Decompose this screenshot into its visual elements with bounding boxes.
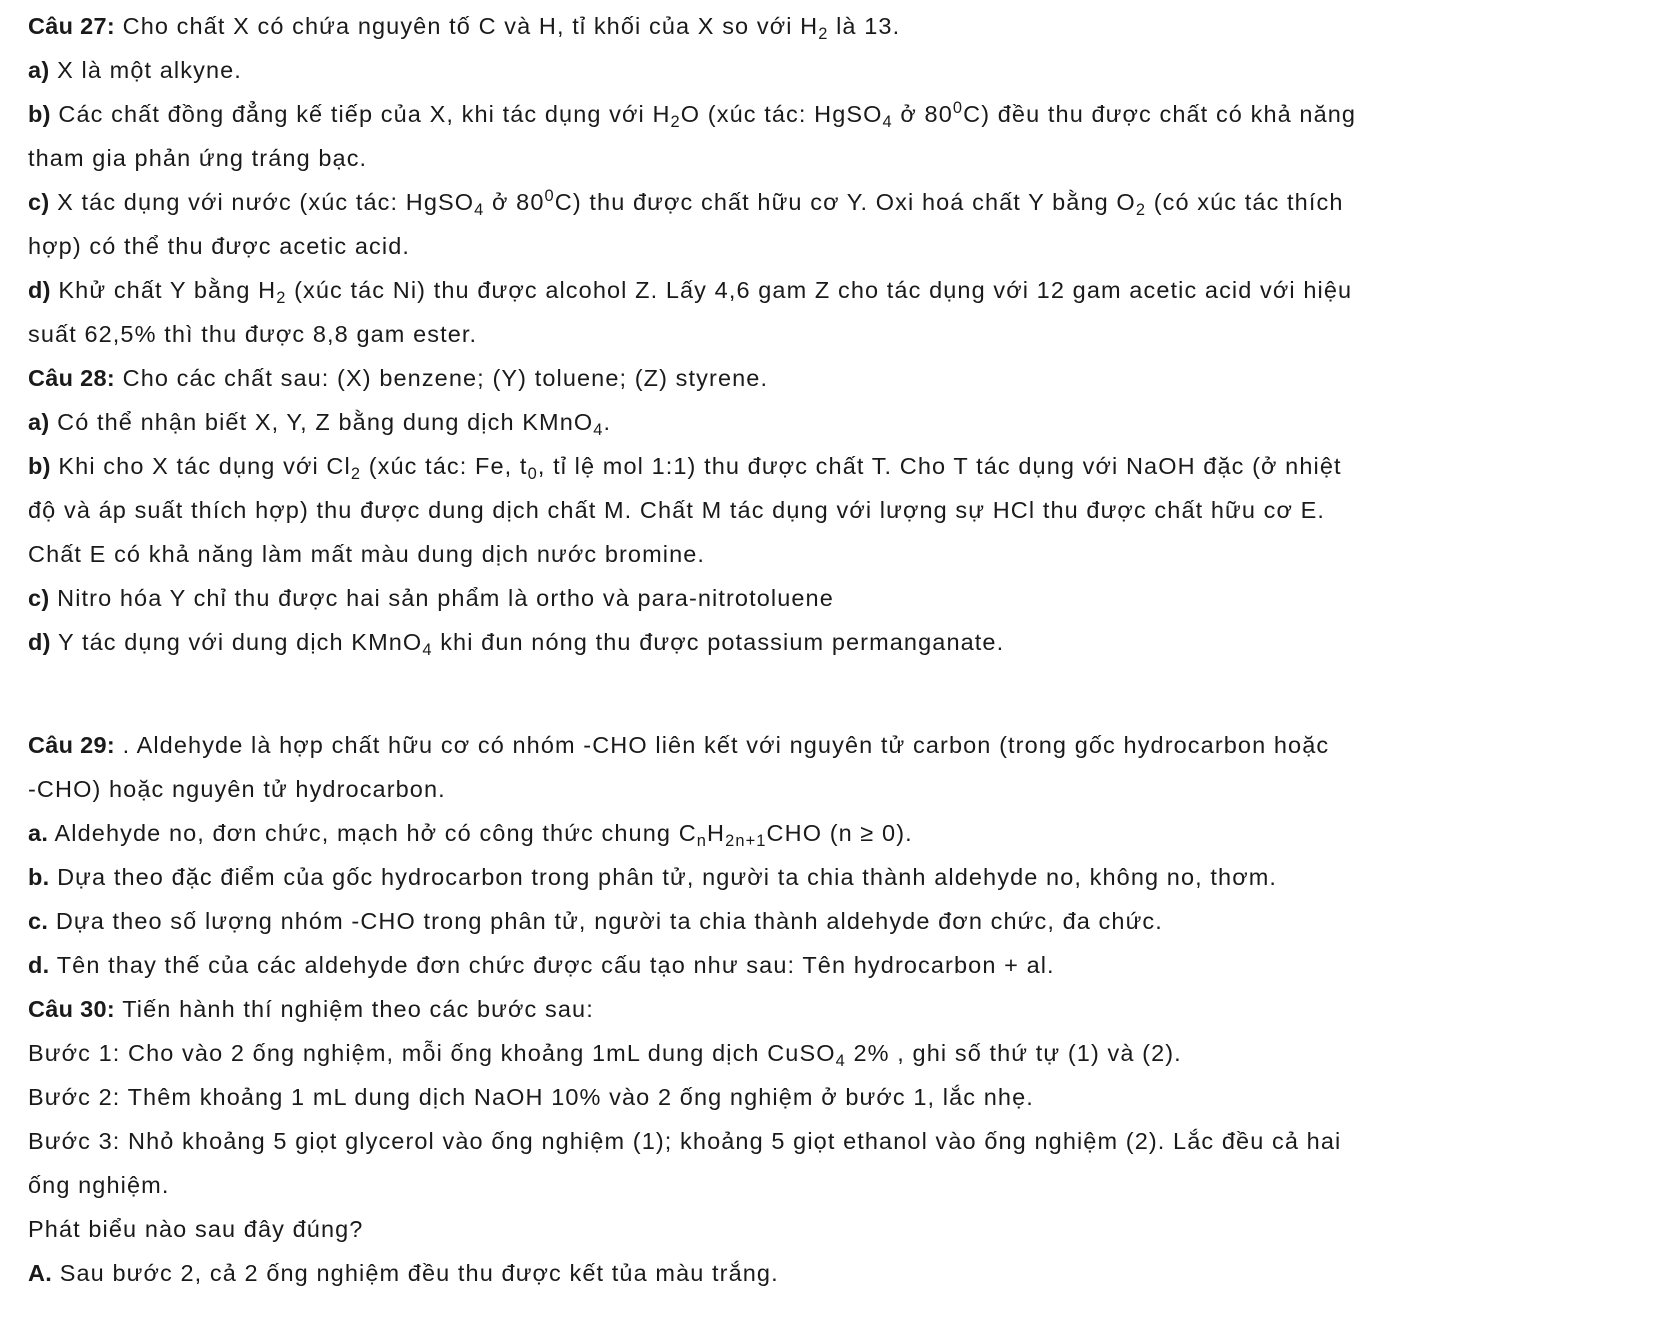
q27-option-c-cont: hợp) có thể thu được acetic acid. [28, 233, 410, 259]
q27-option-b-cont: tham gia phản ứng tráng bạc. [28, 145, 368, 171]
q30-question: Phát biểu nào sau đây đúng? [28, 1216, 364, 1242]
q28-option-c: c) Nitro hóa Y chỉ thu được hai sản phẩm là ortho và para-nitrotoluene [28, 585, 834, 611]
q27-option-d: d) Khử chất Y bằng $H_2$ (xúc tác Ni) thu được alcohol Z. Lấy 4,6 gam Z cho tác dụng với 12 gam acetic acid với hiệu [28, 277, 1353, 307]
q29-option-b: b. Dựa theo đặc điểm của gốc hydrocarbon trong phân tử, người ta chia thành aldehyde no, không no, thơm. [28, 864, 1278, 890]
q28-option-d: d) Y tác dụng với dung dịch KMnO$_4$ khi đun nóng thu được potassium permanganate. [28, 629, 1005, 659]
q28-stem: Câu 28: Cho các chất sau: (X) benzene; (Y) toluene; (Z) styrene. [28, 365, 769, 391]
q29-stem-cont: -CHO) hoặc nguyên tử hydrocarbon. [28, 776, 446, 802]
q27-option-b: b) Các chất đồng đẳng kế tiếp của X, khi tác dụng với $H_2O$ (xúc tác: HgSO$_4$ ở $80^0C$) đều thu được chất có khả năng [28, 98, 1357, 131]
q30-label: Câu 30: [28, 996, 115, 1022]
q30-step2: Bước 2: Thêm khoảng 1 mL dung dịch NaOH 10% vào 2 ống nghiệm ở bước 1, lắc nhẹ. [28, 1084, 1034, 1110]
q29-option-c: c. Dựa theo số lượng nhóm -CHO trong phân tử, người ta chia thành aldehyde đơn chức, đa chức. [28, 908, 1163, 934]
q27-option-a: a) X là một alkyne. [28, 57, 242, 83]
q29-stem: Câu 29: . Aldehyde là hợp chất hữu cơ có nhóm -CHO liên kết với nguyên tử carbon (trong gốc hydrocarbon hoặc [28, 732, 1330, 758]
q29-option-d: d. Tên thay thế của các aldehyde đơn chức được cấu tạo như sau: Tên hydrocarbon + al. [28, 952, 1055, 978]
q29-label: Câu 29: [28, 732, 115, 758]
q28-option-b-cont2: Chất E có khả năng làm mất màu dung dịch nước bromine. [28, 541, 706, 567]
q27-stem: Câu 27: Cho chất X có chứa nguyên tố C và H, tỉ khối của X so với $H_2$ là 13. [28, 13, 901, 43]
q28-option-b-cont1: độ và áp suất thích hợp) thu được dung dịch chất M. Chất M tác dụng với lượng sự HCl thu được chất hữu cơ E. [28, 497, 1326, 523]
q29-option-a: a. Aldehyde no, đơn chức, mạch hở có công thức chung $C_nH_{2n+1}CHO$ (n ≥ 0). [28, 820, 913, 850]
q30-step3-cont: ống nghiệm. [28, 1172, 170, 1198]
q27-option-d-cont: suất 62,5% thì thu được 8,8 gam ester. [28, 321, 478, 347]
q30-step3: Bước 3: Nhỏ khoảng 5 giọt glycerol vào ống nghiệm (1); khoảng 5 giọt ethanol vào ống nghiệm (2). Lắc đều cả hai [28, 1128, 1342, 1154]
q28-option-a: a) Có thể nhận biết X, Y, Z bằng dung dịch KMnO$_4$. [28, 409, 612, 439]
q30-step1: Bước 1: Cho vào 2 ống nghiệm, mỗi ống khoảng 1mL dung dịch CuSO$_4$ 2% , ghi số thứ tự (1) và (2). [28, 1040, 1182, 1070]
q27-label: Câu 27: [28, 13, 115, 39]
q28-label: Câu 28: [28, 365, 115, 391]
q30-option-a: A. Sau bước 2, cả 2 ống nghiệm đều thu được kết tủa màu trắng. [28, 1260, 779, 1286]
q30-stem: Câu 30: Tiến hành thí nghiệm theo các bước sau: [28, 996, 594, 1022]
q27-option-c: c) X tác dụng với nước (xúc tác: HgSO$_4$ ở $80^0C$) thu được chất hữu cơ Y. Oxi hoá chất Y bằng $O_2$ (có xúc tác thích [28, 186, 1344, 219]
q28-option-b: b) Khi cho X tác dụng với $Cl_2$ (xúc tác: Fe, $t_0$, tỉ lệ mol 1:1) thu được chất T. Cho T tác dụng với NaOH đặc (ở nhiệt [28, 453, 1342, 483]
